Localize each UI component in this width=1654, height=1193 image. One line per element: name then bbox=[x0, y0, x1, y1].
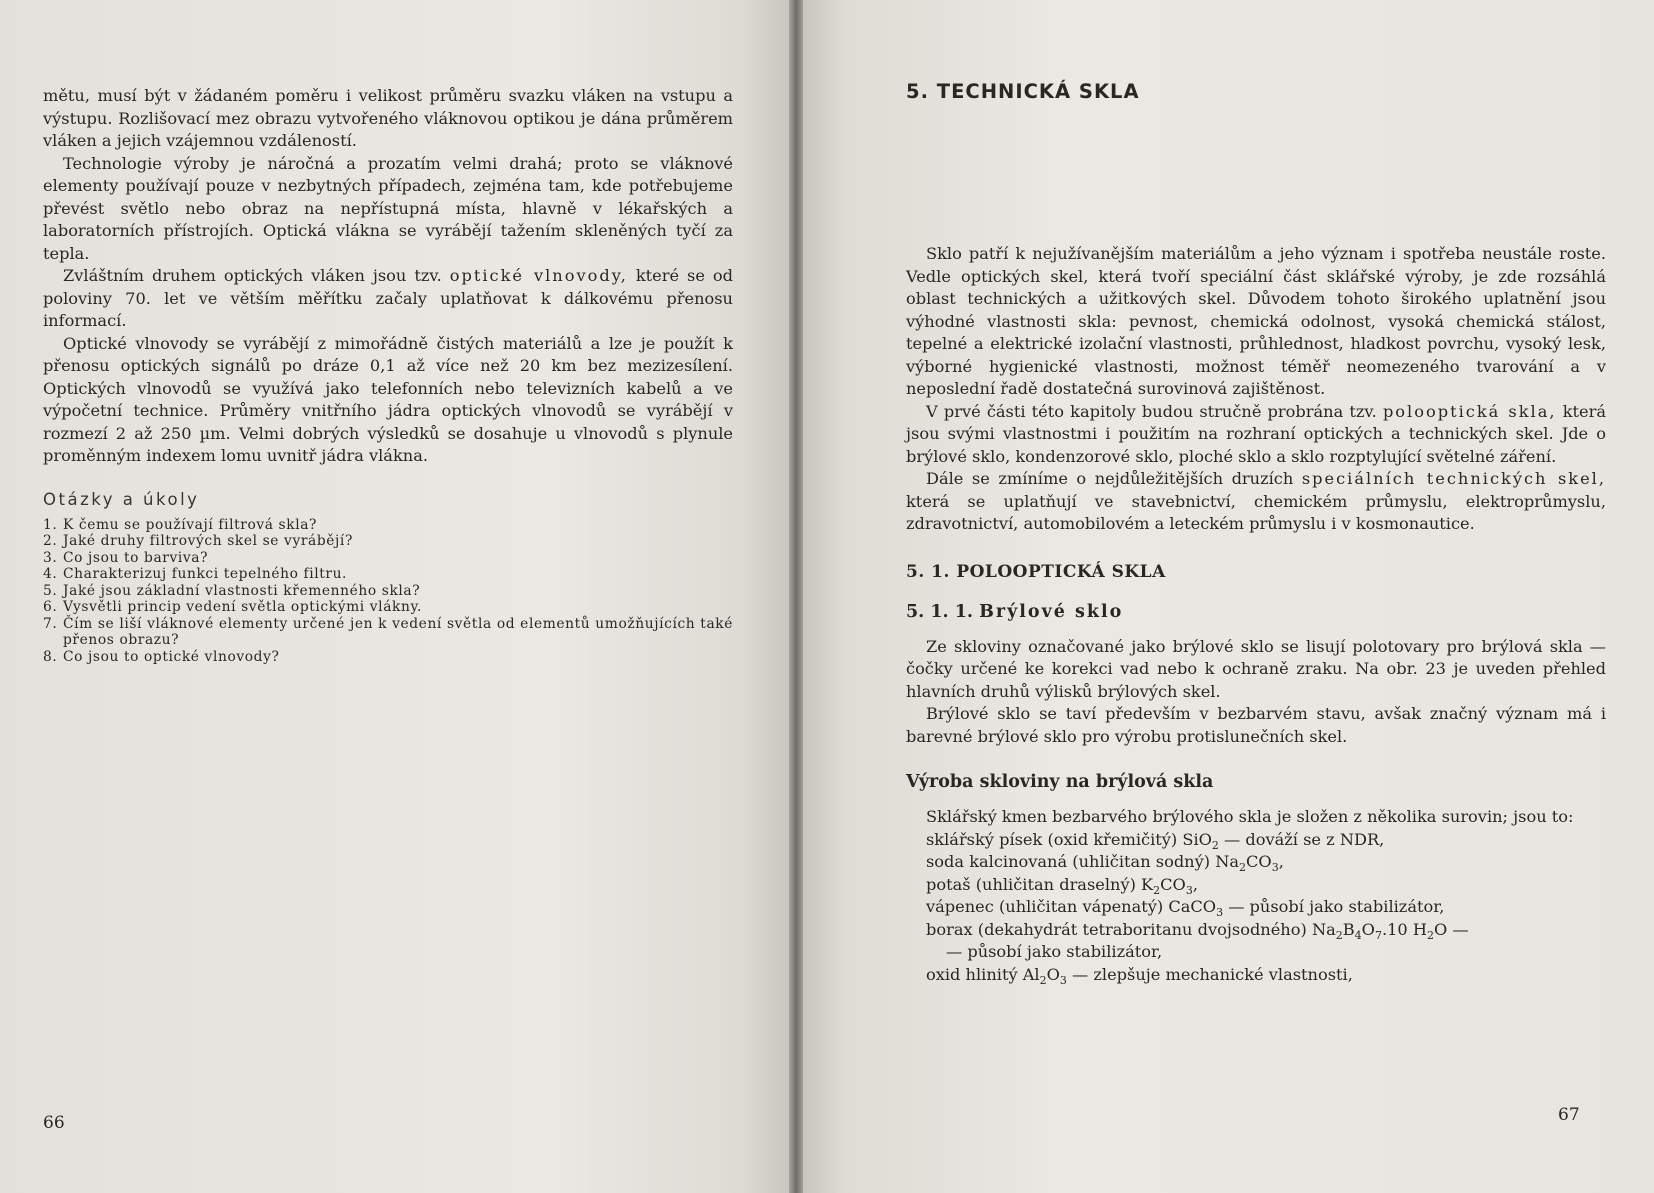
list-item bbox=[43, 649, 733, 666]
item-number: 4. bbox=[43, 566, 58, 582]
text-run: , bbox=[1278, 852, 1284, 871]
book-gutter bbox=[789, 0, 803, 1193]
material-line bbox=[906, 874, 1606, 897]
paragraph: Sklo patří k nejužívanějším materiálům a jeho význam i spotřeba neustále roste. Vedle optických skel, která tvoří speciální část sklářské výroby, je zde rozsáhlá oblast technických a užitkových skel. Důvodem tohoto širokého uplatnění jsou výhodné vlastnosti skla: pevnost, chemická odolnost, vysoká chemická stálost, tepelné a elektrické izolační vlastnosti, průhlednost, hladkost povrchu, vysoký lesk, výborné hygienické vlastnosti, možnost téměř neomezeného tvarování a v neposlední řadě dostatečná surovinová zajištěnost. bbox=[906, 244, 1606, 398]
item-number: 1. bbox=[43, 516, 58, 533]
text-run: O — bbox=[1433, 919, 1469, 939]
paragraph: Technologie výroby je náročná a prozatím velmi drahá; proto se vláknové elementy používají pouze v nezbytných případech, zejména tam, kde potřebujeme převést světlo nebo obraz na nepřístupná místa, hlavně v lékařských a laboratorních přístrojích. Optická vlákna se vyrábějí tažením skleněných tyčí za tepla. bbox=[43, 153, 733, 263]
text-run: potaš (uhličitan draselný) K bbox=[926, 874, 1154, 894]
item-number: 6. bbox=[43, 599, 58, 615]
left-text-column bbox=[43, 85, 733, 665]
item-text: Charakterizuj funkci tepelného filtru. bbox=[63, 566, 348, 582]
item-text: K čemu se používají filtrová skla? bbox=[63, 516, 318, 533]
paragraph: Sklářský kmen bezbarvého brýlového skla je složen z několika surovin; jsou to: bbox=[926, 807, 1574, 826]
subscript: 3 bbox=[1271, 861, 1279, 875]
item-text: Jaké jsou základní vlastnosti křemenného skla? bbox=[63, 582, 421, 599]
text-run: B bbox=[1342, 919, 1355, 939]
text-run: Dále se zmíníme o nejdůležitějších druzích bbox=[926, 469, 1294, 488]
text-run: oxid hlinitý Al bbox=[926, 964, 1040, 984]
paragraph bbox=[906, 401, 1606, 469]
paragraph: mětu, musí být v žádaném poměru i velikost průměru svazku vláken na vstupu a výstupu. Rozlišovací mez obrazu vytvořeného vláknovou optikou je dána průměrem vláken a jejich vzájemnou vzdáleností. bbox=[43, 86, 733, 150]
heading-vyroba: Výroba skloviny na brýlová skla bbox=[906, 772, 1214, 792]
section-title: 5. 1. POLOOPTICKÁ SKLA bbox=[906, 561, 1166, 582]
emphasized-term: optické vlnovody, bbox=[449, 266, 628, 285]
left-page bbox=[0, 0, 789, 1193]
text-run: CO bbox=[1160, 874, 1186, 894]
item-text: Vysvětli princip vedení světla optickými vlákny. bbox=[63, 599, 423, 615]
item-number: 5. bbox=[43, 582, 58, 599]
questions-heading: Otázky a úkoly bbox=[43, 489, 200, 509]
text-run: která se uplatňují ve stavebnictví, chemickém průmyslu, elektroprůmyslu, zdravotnictví, automobilovém a leteckém průmyslu i v kosmonautice. bbox=[906, 491, 1606, 533]
emphasized-term: polooptická skla, bbox=[1382, 401, 1557, 421]
text-run: O bbox=[1361, 919, 1375, 939]
subscript: 2 bbox=[1211, 838, 1219, 852]
item-text: Co jsou to barviva? bbox=[63, 549, 209, 566]
material-line bbox=[906, 851, 1606, 874]
text-run: Zvláštním druhem optických vláken jsou tzv. bbox=[63, 266, 442, 285]
item-number: 8. bbox=[43, 648, 58, 665]
list-item bbox=[43, 599, 733, 616]
subscript: 2 bbox=[1239, 861, 1247, 875]
paragraph: Ze skloviny označované jako brýlové sklo se lisují polotovary pro brýlová skla — čočky určené ke korekci vad nebo k ochraně zraku. Na obr. 23 je uveden přehled hlavních druhů výlisků brýlových skel. bbox=[906, 636, 1606, 701]
text-run: které se od poloviny 70. let ve větším měřítku začaly uplatňovat k dálkovému přenosu informací. bbox=[43, 266, 733, 330]
subscript: 2 bbox=[1335, 928, 1343, 942]
page-number: 66 bbox=[43, 1113, 65, 1133]
text-run: vápenec (uhličitan vápenatý) CaCO bbox=[926, 897, 1217, 916]
item-text: Co jsou to optické vlnovody? bbox=[63, 648, 280, 665]
subsection-name: Brýlové sklo bbox=[979, 601, 1124, 622]
list-item bbox=[43, 533, 733, 550]
text-run: — působí jako stabilizátor, bbox=[1223, 897, 1445, 916]
text-run: .10 H bbox=[1381, 919, 1427, 939]
paragraph: Brýlové sklo se taví především v bezbarvém stavu, avšak značný význam má i barevné brýlové sklo pro výrobu protislunečních skel. bbox=[906, 704, 1606, 746]
subscript: 3 bbox=[1059, 973, 1067, 987]
list-item bbox=[43, 517, 733, 534]
right-page bbox=[803, 0, 1654, 1193]
subscript: 3 bbox=[1185, 883, 1193, 897]
material-line bbox=[906, 964, 1606, 987]
text-run: sklářský písek (oxid křemičitý) SiO bbox=[926, 829, 1212, 849]
subscript: 2 bbox=[1153, 883, 1161, 897]
subscript: 2 bbox=[1426, 928, 1434, 942]
material-line bbox=[906, 829, 1606, 852]
item-text: Čím se liší vláknové elementy určené jen k vedení světla od elementů umožňujících také přenos obrazu? bbox=[63, 615, 733, 648]
text-run: , bbox=[1192, 874, 1198, 894]
item-number: 3. bbox=[43, 549, 58, 566]
list-item bbox=[43, 583, 733, 600]
subsection-title bbox=[906, 602, 1606, 622]
text-run: borax (dekahydrát tetraboritanu dvojsodného) Na bbox=[926, 919, 1336, 939]
subscript: 7 bbox=[1374, 928, 1382, 942]
item-text: Jaké druhy filtrových skel se vyrábějí? bbox=[63, 533, 353, 549]
list-item bbox=[43, 550, 733, 567]
text-run: která jsou svými vlastnostmi i použitím na rozhraní optických a technických skel. Jde o brýlové sklo, kondenzorové sklo, ploché sklo a sklo rozptylující světelné záření. bbox=[906, 401, 1606, 466]
text-run: CO bbox=[1246, 852, 1272, 871]
subsection-number: 5. 1. 1. bbox=[906, 601, 973, 622]
text-run: soda kalcinovaná (uhličitan sodný) Na bbox=[926, 852, 1240, 871]
item-number: 7. bbox=[43, 615, 58, 632]
material-line: — působí jako stabilizátor, bbox=[946, 942, 1163, 961]
questions-list bbox=[43, 517, 733, 666]
page-number: 67 bbox=[1558, 1105, 1580, 1125]
list-item bbox=[43, 616, 733, 649]
item-number: 2. bbox=[43, 533, 58, 549]
text-run: — dováží se z NDR, bbox=[1218, 829, 1385, 849]
material-line bbox=[906, 896, 1606, 919]
subscript: 3 bbox=[1216, 906, 1224, 920]
text-run: — zlepšuje mechanické vlastnosti, bbox=[1066, 964, 1353, 984]
material-line bbox=[906, 919, 1606, 942]
subscript: 4 bbox=[1354, 928, 1362, 942]
paragraph bbox=[906, 468, 1606, 536]
paragraph: Optické vlnovody se vyrábějí z mimořádně čistých materiálů a lze je použít k přenosu optických signálů po dráze 0,1 až více než 20 km bez mezizesílení. Optických vlnovodů se využívá jako telefonních nebo televizních kabelů a ve výpočetní technice. Průměry vnitřního jádra optických vlnovodů se vyrábějí v rozmezí 2 až 250 µm. Velmi dobrých výsledků se dosahuje u vlnovodů s plynule proměnným indexem lomu uvnitř jádra vlákna. bbox=[43, 333, 733, 465]
right-text-column bbox=[906, 80, 1606, 986]
paragraph bbox=[43, 265, 733, 333]
subscript: 2 bbox=[1039, 973, 1047, 987]
list-item bbox=[43, 566, 733, 583]
text-run: V prvé části této kapitoly budou stručně probrána tzv. bbox=[926, 401, 1377, 421]
chapter-title: 5. TECHNICKÁ SKLA bbox=[906, 80, 1140, 103]
emphasized-term: speciálních technických skel, bbox=[1301, 469, 1606, 488]
text-run: O bbox=[1046, 964, 1060, 984]
